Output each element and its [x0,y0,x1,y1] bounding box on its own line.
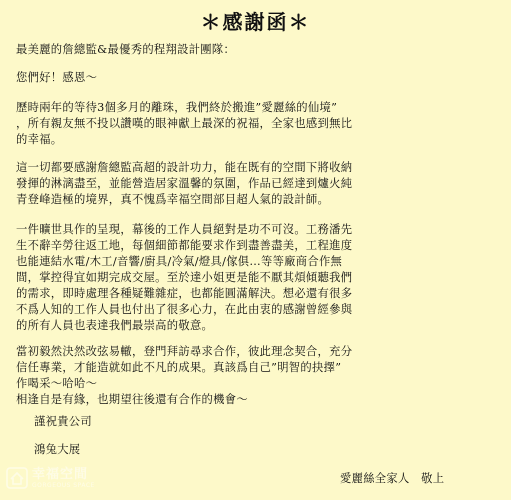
paragraph-line: 發揮的淋漓盡至，並能營造居家溫馨的氛圍，作品已經達到爐火純 [16,177,353,190]
paragraph-line: ，所有親友無不投以讚嘆的眼神獻上最深的祝福，全家也感到無比 [16,117,353,130]
paragraph-line: 一件曠世具作的呈現，幕後的工作人員絕對是功不可沒。工務潘先 [16,223,353,236]
site-watermark [6,462,118,494]
paragraph-line: 相逢自是有緣，也期望往後還有合作的機會～ [16,393,248,406]
paragraph-line: 不爲人知的工作人員也付出了很多心力，在此由衷的感謝曾經參與 [16,303,353,316]
paragraph-line: 當初毅然決然改弦易轍，登門拜訪尋求合作，彼此理念契合，充分 [16,345,353,358]
paragraph-line: 的需求，即時處理各種疑難雜症，也都能圓滿解決。想必還有很多 [16,287,353,300]
paragraph-line: 歷時兩年的等待3個多月的離珠，我們終於搬進”愛麗絲的仙境” [16,101,338,114]
paragraph-line: 信任專業，才能造就如此不凡的成果。真該爲自己”明智的抉擇” [16,361,342,374]
house-logo-icon [6,467,28,489]
watermark-main-text: 幸福空間 [32,466,89,482]
closing-line: 謹祝貴公司 [34,415,92,428]
letter-title: ＊感謝函＊ [200,10,311,34]
watermark-sub-text: GORGEOUS SPACE [32,481,95,489]
paragraph-line: 青登峰造極的境界，真不愧爲幸福空間部目超人氣的設計師。 [16,193,330,206]
paragraph-line: 生不辭辛勞往返工地，每個細節都能要求作到盡善盡美，工程進度 [16,239,353,252]
paragraph-line: 也能連結水電/木工/音響/廚具/冷氣/燈具/傢俱…等等廠商合作無 [16,255,343,268]
salutation: 最美麗的詹總監&最優秀的程翔設計團隊： [16,43,236,56]
paragraph-line: 的幸福。 [16,133,63,146]
paragraph-line: 間，掌控得宜如期完成交屋。至於達小姐更是能不厭其煩傾聽我們 [16,271,353,284]
paragraph-line: 這一切都要感謝詹總監高超的設計功力，能在既有的空間下將收納 [16,161,353,174]
paragraph-line: 作喝采～哈哈～ [16,377,98,390]
greeting: 您們好！感恩～ [16,71,98,84]
closing-line: 鴻兔大展 [34,443,81,456]
paragraph-line: 的所有人員也表達我們最崇高的敬意。 [16,319,214,332]
signature: 愛麗絲全家人 敬上 [340,472,445,485]
